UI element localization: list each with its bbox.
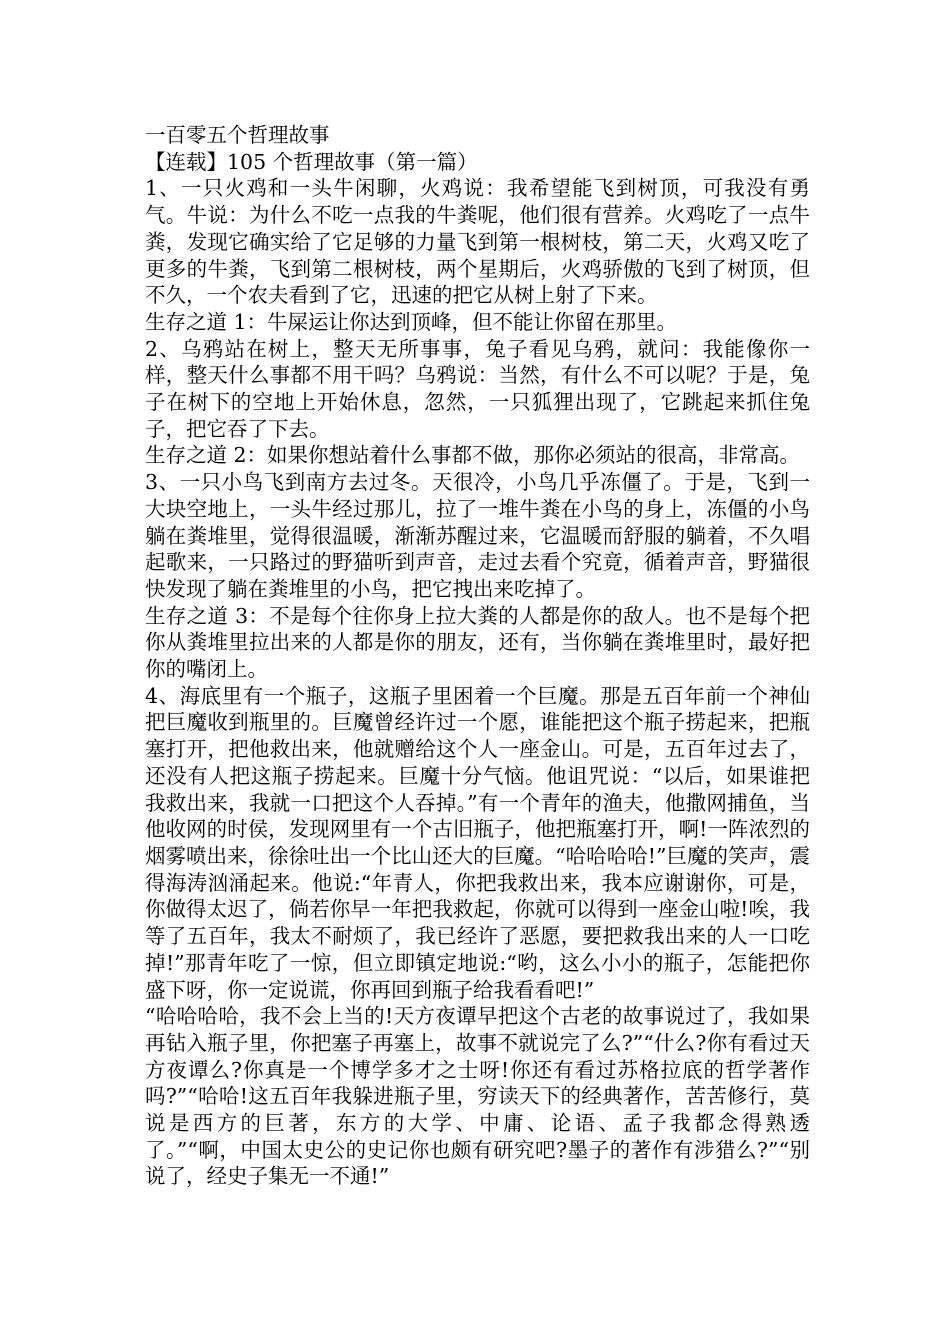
story-1-paragraph: 1、一只火鸡和一头牛闲聊，火鸡说：我希望能飞到树顶，可我没有勇气。牛说：为什么不吃一点我的牛粪呢，他们很有营养。火鸡吃了一点牛粪，发现它确实给了它足够的力量飞到第一根树枝，第二天，火鸡又吃了更多的牛粪，飞到第二根树枝，两个星期后，火鸡骄傲的飞到了树顶，但不久，一个农夫看到了它，迅速的把它从树上射了下来。 — [145, 176, 810, 308]
story-4-continued-paragraph: “哈哈哈哈，我不会上当的!天方夜谭早把这个古老的故事说过了，我如果再钻入瓶子里，你把塞子再塞上，故事不就说完了么?”“什么?你有看过天方夜谭么?你真是一个博学多才之士呀!你还有看过苏格拉底的哲学著作吗?”“哈哈!这五百年我躲进瓶子里，穷读天下的经典著作，苦苦修行，莫说是西方的巨著，东方的大学、中庸、论语、孟子我都念得熟透了。”“啊，中国太史公的史记你也颇有研究吧?墨子的著作有涉猎么?”“别说了，经史子集无一不通!” — [145, 1004, 810, 1189]
moral-1-paragraph: 生存之道 1：牛屎运让你达到顶峰，但不能让你留在那里。 — [145, 309, 678, 334]
document-subtitle: 【连载】105 个哲理故事（第一篇） — [145, 149, 478, 174]
story-2-paragraph: 2、乌鸦站在树上，整天无所事事，兔子看见乌鸦，就问：我能像你一样，整天什么事都不用干吗？乌鸦说：当然，有什么不可以呢？于是，兔子在树下的空地上开始休息，忽然，一只狐狸出现了，它跳起来抓住兔子，把它吞了下去。 — [145, 336, 810, 441]
story-4-paragraph: 4、海底里有一个瓶子，这瓶子里困着一个巨魔。那是五百年前一个神仙把巨魔收到瓶里的。巨魔曾经许过一个愿，谁能把这个瓶子捞起来，把瓶塞打开，把他救出来，他就赠给这个人一座金山。可是，五百年过去了，还没有人把这瓶子捞起来。巨魔十分气恼。他诅咒说：“以后，如果谁把我救出来，我就一口把这个人吞掉。”有一个青年的渔夫，他撒网捕鱼，当他收网的时侯，发现网里有一个古旧瓶子，他把瓶塞打开，啊!一阵浓烈的烟雾喷出来，徐徐吐出一个比山还大的巨魔。“哈哈哈哈!”巨魔的笑声，震得海涛汹涌起来。他说:“年青人，你把我救出来，我本应谢谢你，可是，你做得太迟了，倘若你早一年把我救起，你就可以得到一座金山啦!唉，我等了五百年，我太不耐烦了，我已经许了恶愿，要把救我出来的人一口吃掉!”那青年吃了一惊，但立即镇定地说:“哟，这么小小的瓶子，怎能把你盛下呀，你一定说谎，你再回到瓶子给我看看吧!” — [145, 683, 810, 1002]
story-3-paragraph: 3、一只小鸟飞到南方去过冬。天很冷，小鸟几乎冻僵了。于是，飞到一大块空地上，一头牛经过那儿，拉了一堆牛粪在小鸟的身上，冻僵的小鸟躺在粪堆里，觉得很温暖，渐渐苏醒过来，它温暖而舒服的躺着，不久唱起歌来，一只路过的野猫听到声音，走过去看个究竟，循着声音，野猫很快发现了躺在粪堆里的小鸟，把它拽出来吃掉了。 — [145, 470, 810, 601]
moral-3-paragraph: 生存之道 3：不是每个往你身上拉大粪的人都是你的敌人。也不是每个把你从粪堆里拉出来的人都是你的朋友，还有，当你躺在粪堆里时，最好把你的嘴闭上。 — [145, 603, 810, 682]
moral-2-paragraph: 生存之道 2：如果你想站着什么事都不做，那你必须站的很高，非常高。 — [145, 443, 801, 468]
document-title: 一百零五个哲理故事 — [145, 123, 330, 147]
document-page — [145, 122, 810, 1190]
